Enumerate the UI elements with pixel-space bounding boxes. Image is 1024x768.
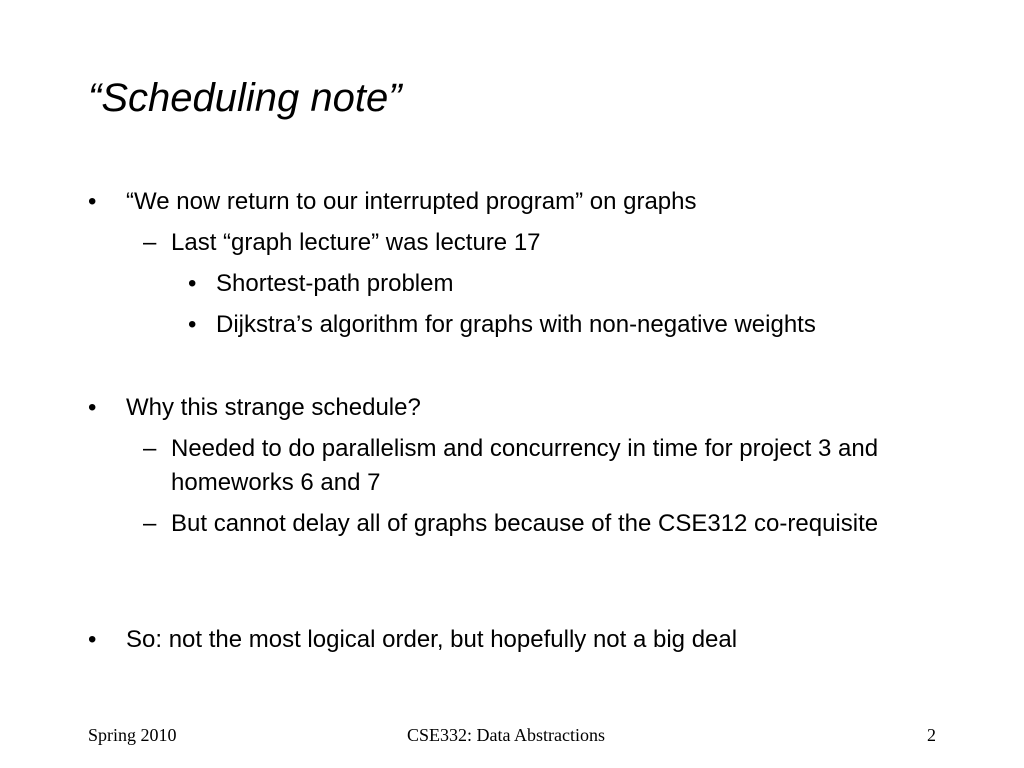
footer-date: Spring 2010 [88, 725, 177, 745]
sub-bullet-text: Needed to do parallelism and concurrency in time for project 3 and homeworks 6 and 7 [171, 435, 879, 496]
bullet-text: “We now return to our interrupted program” on graphs [126, 188, 697, 215]
bullet-marker: • [88, 394, 97, 421]
bullet-marker: • [88, 188, 97, 215]
slide-number: 2 [927, 725, 936, 745]
sub-sub-bullet-text: Shortest-path problem [216, 270, 454, 297]
footer-course: CSE332: Data Abstractions [407, 725, 605, 745]
sub-bullet-text: But cannot delay all of graphs because of the CSE312 co-requisite [171, 510, 879, 537]
slide-title: “Scheduling note” [88, 76, 402, 120]
bullet-marker: • [88, 626, 97, 653]
dash-marker: – [143, 510, 157, 537]
bullet-marker: • [188, 311, 197, 338]
sub-sub-bullet-item [0, 308, 976, 342]
sub-bullet-item [0, 432, 941, 500]
sub-bullet-item [0, 226, 941, 260]
bullet-text: Why this strange schedule? [126, 394, 421, 421]
bullet-item [0, 185, 956, 219]
sub-sub-bullet-text: Dijkstra’s algorithm for graphs with non-negative weights [216, 311, 816, 338]
bullet-item [0, 391, 956, 425]
bullet-text: So: not the most logical order, but hopefully not a big deal [126, 626, 738, 653]
dash-marker: – [143, 435, 157, 462]
sub-bullet-item [0, 507, 941, 541]
sub-sub-bullet-item [0, 267, 976, 301]
dash-marker: – [143, 229, 157, 256]
bullet-marker: • [188, 270, 197, 297]
sub-bullet-text: Last “graph lecture” was lecture 17 [171, 229, 541, 256]
bullet-item [0, 623, 956, 657]
